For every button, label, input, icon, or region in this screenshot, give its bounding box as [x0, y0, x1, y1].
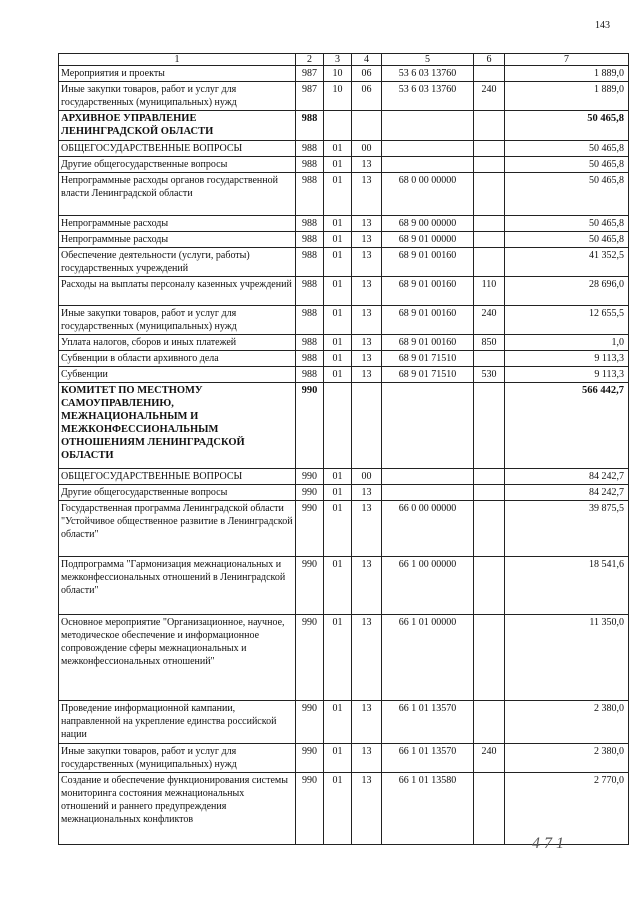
subsection-cell: 13: [352, 306, 382, 335]
admin-code-cell: 990: [296, 615, 324, 701]
target-article-cell: [382, 383, 474, 469]
admin-code-cell: 988: [296, 248, 324, 277]
expense-type-cell: [474, 383, 505, 469]
amount-cell: 84 242,7: [505, 485, 629, 501]
admin-code-cell: 988: [296, 111, 324, 141]
row-name-cell: Другие общегосударственные вопросы: [59, 485, 296, 501]
expense-type-cell: [474, 232, 505, 248]
section-cell: 01: [324, 744, 352, 773]
amount-cell: 50 465,8: [505, 141, 629, 157]
subsection-cell: 13: [352, 157, 382, 173]
row-name-cell: Непрограммные расходы: [59, 216, 296, 232]
expense-type-cell: 110: [474, 277, 505, 306]
row-name-cell: Иные закупки товаров, работ и услуг для государственных (муниципальных) нужд: [59, 744, 296, 773]
expense-type-cell: [474, 173, 505, 216]
expense-type-cell: [474, 701, 505, 744]
header-cell: 7: [505, 54, 629, 66]
row-name-cell: Мероприятия и проекты: [59, 66, 296, 82]
header-cell: 1: [59, 54, 296, 66]
table-row: [59, 248, 629, 277]
target-article-cell: [382, 469, 474, 485]
row-name-cell: Расходы на выплаты персоналу казенных учреждений: [59, 277, 296, 306]
budget-table: [58, 53, 629, 845]
table-row: [59, 744, 629, 773]
section-cell: 01: [324, 485, 352, 501]
section-cell: 10: [324, 66, 352, 82]
table-row: [59, 701, 629, 744]
table-row: [59, 335, 629, 351]
section-cell: 01: [324, 367, 352, 383]
header-cell: 4: [352, 54, 382, 66]
table-row: [59, 232, 629, 248]
expense-type-cell: [474, 557, 505, 615]
expense-type-cell: [474, 485, 505, 501]
amount-cell: 50 465,8: [505, 173, 629, 216]
row-name-cell: Обеспечение деятельности (услуги, работы) государственных учреждений: [59, 248, 296, 277]
subsection-cell: 06: [352, 66, 382, 82]
expense-type-cell: 240: [474, 744, 505, 773]
expense-type-cell: [474, 66, 505, 82]
row-name-cell: Государственная программа Ленинградской области "Устойчивое общественное развитие в Ленинградской области": [59, 501, 296, 557]
row-name-cell: Проведение информационной кампании, направленной на укрепление единства российской нации: [59, 701, 296, 744]
admin-code-cell: 988: [296, 173, 324, 216]
row-name-cell: Уплата налогов, сборов и иных платежей: [59, 335, 296, 351]
subsection-cell: 13: [352, 485, 382, 501]
row-name-cell: Субвенции: [59, 367, 296, 383]
subsection-cell: 13: [352, 773, 382, 845]
target-article-cell: [382, 141, 474, 157]
table-header-row: [59, 54, 629, 66]
section-cell: [324, 383, 352, 469]
table-row: [59, 501, 629, 557]
subsection-cell: 00: [352, 469, 382, 485]
section-cell: 01: [324, 141, 352, 157]
target-article-cell: 68 9 01 71510: [382, 367, 474, 383]
amount-cell: 2 380,0: [505, 744, 629, 773]
table-row: [59, 111, 629, 141]
subsection-cell: 06: [352, 82, 382, 111]
admin-code-cell: 990: [296, 501, 324, 557]
admin-code-cell: 988: [296, 141, 324, 157]
table-row: [59, 485, 629, 501]
row-name-cell: Создание и обеспечение функционирования системы мониторинга состояния межнациональных отношений и раннего предупреждения межнациональных конфликтов: [59, 773, 296, 845]
amount-cell: 28 696,0: [505, 277, 629, 306]
amount-cell: 18 541,6: [505, 557, 629, 615]
row-name-cell: Субвенции в области архивного дела: [59, 351, 296, 367]
section-cell: 01: [324, 773, 352, 845]
subsection-cell: 13: [352, 501, 382, 557]
amount-cell: 50 465,8: [505, 216, 629, 232]
header-cell: 6: [474, 54, 505, 66]
expense-type-cell: [474, 615, 505, 701]
target-article-cell: 68 9 00 00000: [382, 216, 474, 232]
target-article-cell: 53 6 03 13760: [382, 66, 474, 82]
target-article-cell: [382, 157, 474, 173]
table-row: [59, 277, 629, 306]
expense-type-cell: 240: [474, 82, 505, 111]
subsection-cell: 13: [352, 216, 382, 232]
table-row: [59, 557, 629, 615]
target-article-cell: [382, 111, 474, 141]
admin-code-cell: 988: [296, 306, 324, 335]
header-cell: 2: [296, 54, 324, 66]
subsection-cell: 13: [352, 173, 382, 216]
target-article-cell: 68 9 01 00160: [382, 248, 474, 277]
amount-cell: 2 770,0: [505, 773, 629, 845]
page-number: 143: [595, 20, 610, 31]
row-name-cell: Непрограммные расходы: [59, 232, 296, 248]
subsection-cell: 00: [352, 141, 382, 157]
target-article-cell: 68 9 01 00160: [382, 277, 474, 306]
admin-code-cell: 988: [296, 351, 324, 367]
subsection-cell: 13: [352, 701, 382, 744]
row-name-cell: АРХИВНОЕ УПРАВЛЕНИЕ ЛЕНИНГРАДСКОЙ ОБЛАСТИ: [59, 111, 296, 141]
admin-code-cell: 990: [296, 485, 324, 501]
subsection-cell: 13: [352, 744, 382, 773]
expense-type-cell: [474, 351, 505, 367]
target-article-cell: 68 9 01 00000: [382, 232, 474, 248]
expense-type-cell: [474, 216, 505, 232]
expense-type-cell: [474, 157, 505, 173]
target-article-cell: 68 0 00 00000: [382, 173, 474, 216]
admin-code-cell: 990: [296, 773, 324, 845]
target-article-cell: 53 6 03 13760: [382, 82, 474, 111]
admin-code-cell: 990: [296, 744, 324, 773]
amount-cell: 50 465,8: [505, 157, 629, 173]
admin-code-cell: 987: [296, 66, 324, 82]
table-row: [59, 469, 629, 485]
section-cell: 10: [324, 82, 352, 111]
section-cell: [324, 111, 352, 141]
section-cell: 01: [324, 351, 352, 367]
amount-cell: 84 242,7: [505, 469, 629, 485]
amount-cell: 1 889,0: [505, 66, 629, 82]
section-cell: 01: [324, 306, 352, 335]
admin-code-cell: 988: [296, 335, 324, 351]
row-name-cell: ОБЩЕГОСУДАРСТВЕННЫЕ ВОПРОСЫ: [59, 469, 296, 485]
admin-code-cell: 990: [296, 557, 324, 615]
admin-code-cell: 988: [296, 277, 324, 306]
table-row: [59, 367, 629, 383]
expense-type-cell: 240: [474, 306, 505, 335]
table-row: [59, 615, 629, 701]
amount-cell: 12 655,5: [505, 306, 629, 335]
section-cell: 01: [324, 501, 352, 557]
section-cell: 01: [324, 335, 352, 351]
admin-code-cell: 987: [296, 82, 324, 111]
target-article-cell: 66 0 00 00000: [382, 501, 474, 557]
section-cell: 01: [324, 701, 352, 744]
table-row: [59, 383, 629, 469]
row-name-cell: Другие общегосударственные вопросы: [59, 157, 296, 173]
expense-type-cell: [474, 248, 505, 277]
subsection-cell: 13: [352, 335, 382, 351]
expense-type-cell: [474, 469, 505, 485]
admin-code-cell: 988: [296, 157, 324, 173]
amount-cell: 2 380,0: [505, 701, 629, 744]
subsection-cell: [352, 111, 382, 141]
table-row: [59, 141, 629, 157]
table-row: [59, 306, 629, 335]
subsection-cell: 13: [352, 367, 382, 383]
section-cell: 01: [324, 248, 352, 277]
table-row: [59, 157, 629, 173]
table-row: [59, 82, 629, 111]
target-article-cell: 66 1 01 13580: [382, 773, 474, 845]
target-article-cell: 66 1 01 00000: [382, 615, 474, 701]
row-name-cell: Основное мероприятие "Организационное, научное, методическое обеспечение и информационное сопровождение сферы межнациональных и межконфессиональных отношений": [59, 615, 296, 701]
row-name-cell: ОБЩЕГОСУДАРСТВЕННЫЕ ВОПРОСЫ: [59, 141, 296, 157]
row-name-cell: Иные закупки товаров, работ и услуг для государственных (муниципальных) нужд: [59, 82, 296, 111]
expense-type-cell: [474, 111, 505, 141]
target-article-cell: [382, 485, 474, 501]
amount-cell: 9 113,3: [505, 367, 629, 383]
admin-code-cell: 990: [296, 383, 324, 469]
amount-cell: 566 442,7: [505, 383, 629, 469]
admin-code-cell: 990: [296, 469, 324, 485]
section-cell: 01: [324, 157, 352, 173]
subsection-cell: 13: [352, 277, 382, 306]
section-cell: 01: [324, 557, 352, 615]
section-cell: 01: [324, 277, 352, 306]
target-article-cell: 66 1 00 00000: [382, 557, 474, 615]
amount-cell: 50 465,8: [505, 111, 629, 141]
header-cell: 3: [324, 54, 352, 66]
subsection-cell: 13: [352, 248, 382, 277]
amount-cell: 9 113,3: [505, 351, 629, 367]
table-row: [59, 216, 629, 232]
table-row: [59, 773, 629, 845]
target-article-cell: 68 9 01 00160: [382, 306, 474, 335]
amount-cell: 39 875,5: [505, 501, 629, 557]
amount-cell: 50 465,8: [505, 232, 629, 248]
section-cell: 01: [324, 615, 352, 701]
subsection-cell: [352, 383, 382, 469]
subsection-cell: 13: [352, 557, 382, 615]
admin-code-cell: 988: [296, 216, 324, 232]
section-cell: 01: [324, 469, 352, 485]
expense-type-cell: 850: [474, 335, 505, 351]
row-name-cell: КОМИТЕТ ПО МЕСТНОМУ САМОУПРАВЛЕНИЮ, МЕЖНАЦИОНАЛЬНЫМ И МЕЖКОНФЕССИОНАЛЬНЫМ ОТНОШЕНИЯМ ЛЕНИНГРАДСКОЙ ОБЛАСТИ: [59, 383, 296, 469]
row-name-cell: Подпрограмма "Гармонизация межнациональных и межконфессиональных отношений в Ленинградской области": [59, 557, 296, 615]
amount-cell: 11 350,0: [505, 615, 629, 701]
amount-cell: 1 889,0: [505, 82, 629, 111]
section-cell: 01: [324, 173, 352, 216]
section-cell: 01: [324, 232, 352, 248]
amount-cell: 41 352,5: [505, 248, 629, 277]
target-article-cell: 68 9 01 71510: [382, 351, 474, 367]
admin-code-cell: 990: [296, 701, 324, 744]
section-cell: 01: [324, 216, 352, 232]
expense-type-cell: [474, 141, 505, 157]
handwritten-note: 471: [532, 835, 568, 852]
table-row: [59, 66, 629, 82]
table-row: [59, 173, 629, 216]
expense-type-cell: [474, 501, 505, 557]
expense-type-cell: 530: [474, 367, 505, 383]
row-name-cell: Иные закупки товаров, работ и услуг для государственных (муниципальных) нужд: [59, 306, 296, 335]
target-article-cell: 66 1 01 13570: [382, 744, 474, 773]
admin-code-cell: 988: [296, 367, 324, 383]
subsection-cell: 13: [352, 232, 382, 248]
target-article-cell: 66 1 01 13570: [382, 701, 474, 744]
target-article-cell: 68 9 01 00160: [382, 335, 474, 351]
subsection-cell: 13: [352, 615, 382, 701]
table-row: [59, 351, 629, 367]
admin-code-cell: 988: [296, 232, 324, 248]
header-cell: 5: [382, 54, 474, 66]
expense-type-cell: [474, 773, 505, 845]
subsection-cell: 13: [352, 351, 382, 367]
row-name-cell: Непрограммные расходы органов государственной власти Ленинградской области: [59, 173, 296, 216]
amount-cell: 1,0: [505, 335, 629, 351]
